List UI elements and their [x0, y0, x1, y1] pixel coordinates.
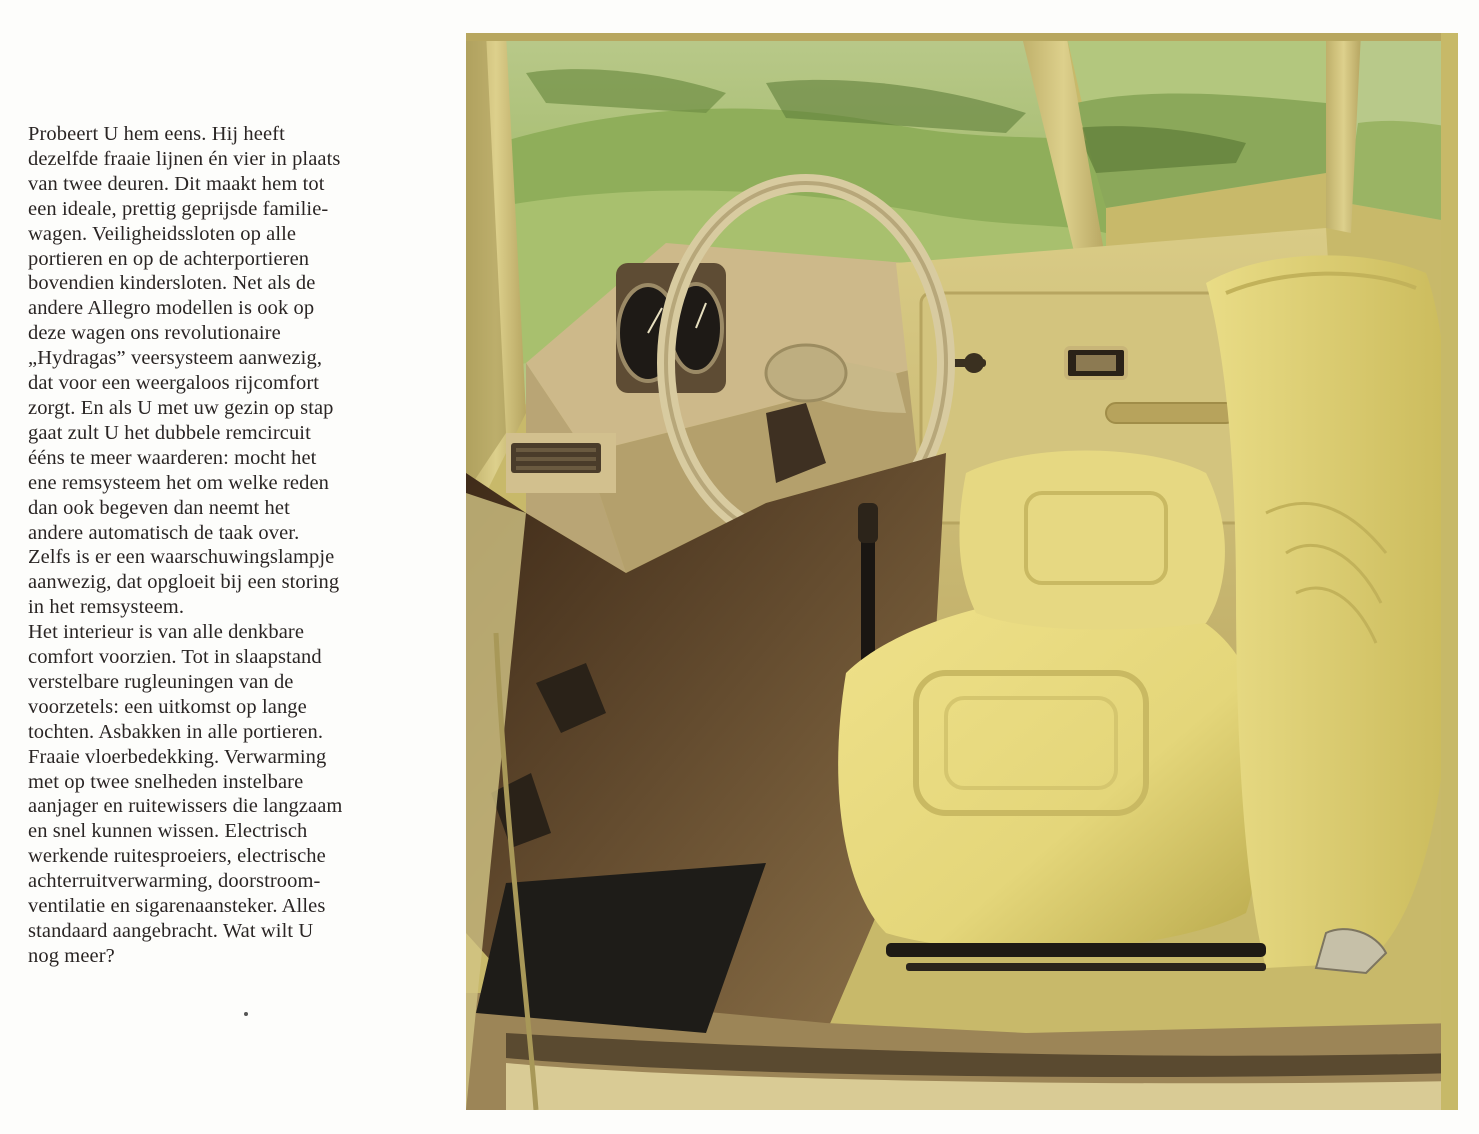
car-interior-photo: [466, 33, 1458, 1110]
body-text: [28, 122, 448, 969]
body-line: aanjager en ruitewissers die langzaam: [28, 795, 343, 818]
body-line: van twee deuren. Dit maakt hem tot: [28, 172, 325, 195]
body-line: comfort voorzien. Tot in slaapstand: [28, 646, 322, 669]
body-line: nog meer?: [28, 944, 115, 967]
body-line: Zelfs is er een waarschuwingslampje: [28, 546, 335, 569]
body-line: tochten. Asbakken in alle portieren.: [28, 720, 324, 743]
body-line: zorgt. En als U met uw gezin op stap: [28, 396, 334, 419]
body-line: portieren en op de achterportieren: [28, 247, 310, 270]
body-line: Fraaie vloerbedekking. Verwarming: [28, 745, 327, 768]
print-speck: [244, 1012, 248, 1016]
body-line: andere automatisch de taak over.: [28, 521, 300, 544]
body-line: Het interieur is van alle denkbare: [28, 621, 305, 644]
body-line: voorzetels: een uitkomst op lange: [28, 695, 307, 718]
body-line: aanwezig, dat opgloeit bij een storing: [28, 571, 340, 594]
body-line: verstelbare rugleuningen van de: [28, 670, 294, 693]
body-line: met op twee snelheden instelbare: [28, 770, 304, 793]
body-line: bovendien kindersloten. Net als de: [28, 272, 316, 295]
body-line: in het remsysteem.: [28, 596, 185, 619]
body-line: dezelfde fraaie lijnen én vier in plaats: [28, 147, 341, 170]
body-line: andere Allegro modellen is ook op: [28, 297, 315, 320]
body-line: Probeert U hem eens. Hij heeft: [28, 123, 285, 145]
body-line: ééns te meer waarderen: mocht het: [28, 446, 317, 469]
body-line: en snel kunnen wissen. Electrisch: [28, 820, 308, 843]
body-line: ventilatie en sigarenaansteker. Alles: [28, 895, 326, 918]
body-line: „Hydragas” veersysteem aanwezig,: [28, 347, 323, 370]
body-line: achterruitverwarming, doorstroom-: [28, 870, 321, 893]
car-interior-illustration: [466, 33, 1458, 1110]
body-line: wagen. Veiligheidssloten op alle: [28, 222, 297, 245]
body-line: ene remsysteem het om welke reden: [28, 471, 330, 494]
body-line: werkende ruitesproeiers, electrische: [28, 845, 326, 868]
body-line: dan ook begeven dan neemt het: [28, 496, 290, 519]
body-line: dat voor een weergaloos rijcomfort: [28, 372, 320, 395]
body-line: gaat zult U het dubbele remcircuit: [28, 421, 311, 444]
body-line: deze wagen ons revolutionaire: [28, 322, 281, 345]
body-line: standaard aangebracht. Wat wilt U: [28, 920, 314, 942]
body-line: een ideale, prettig geprijsde familie-: [28, 197, 329, 220]
